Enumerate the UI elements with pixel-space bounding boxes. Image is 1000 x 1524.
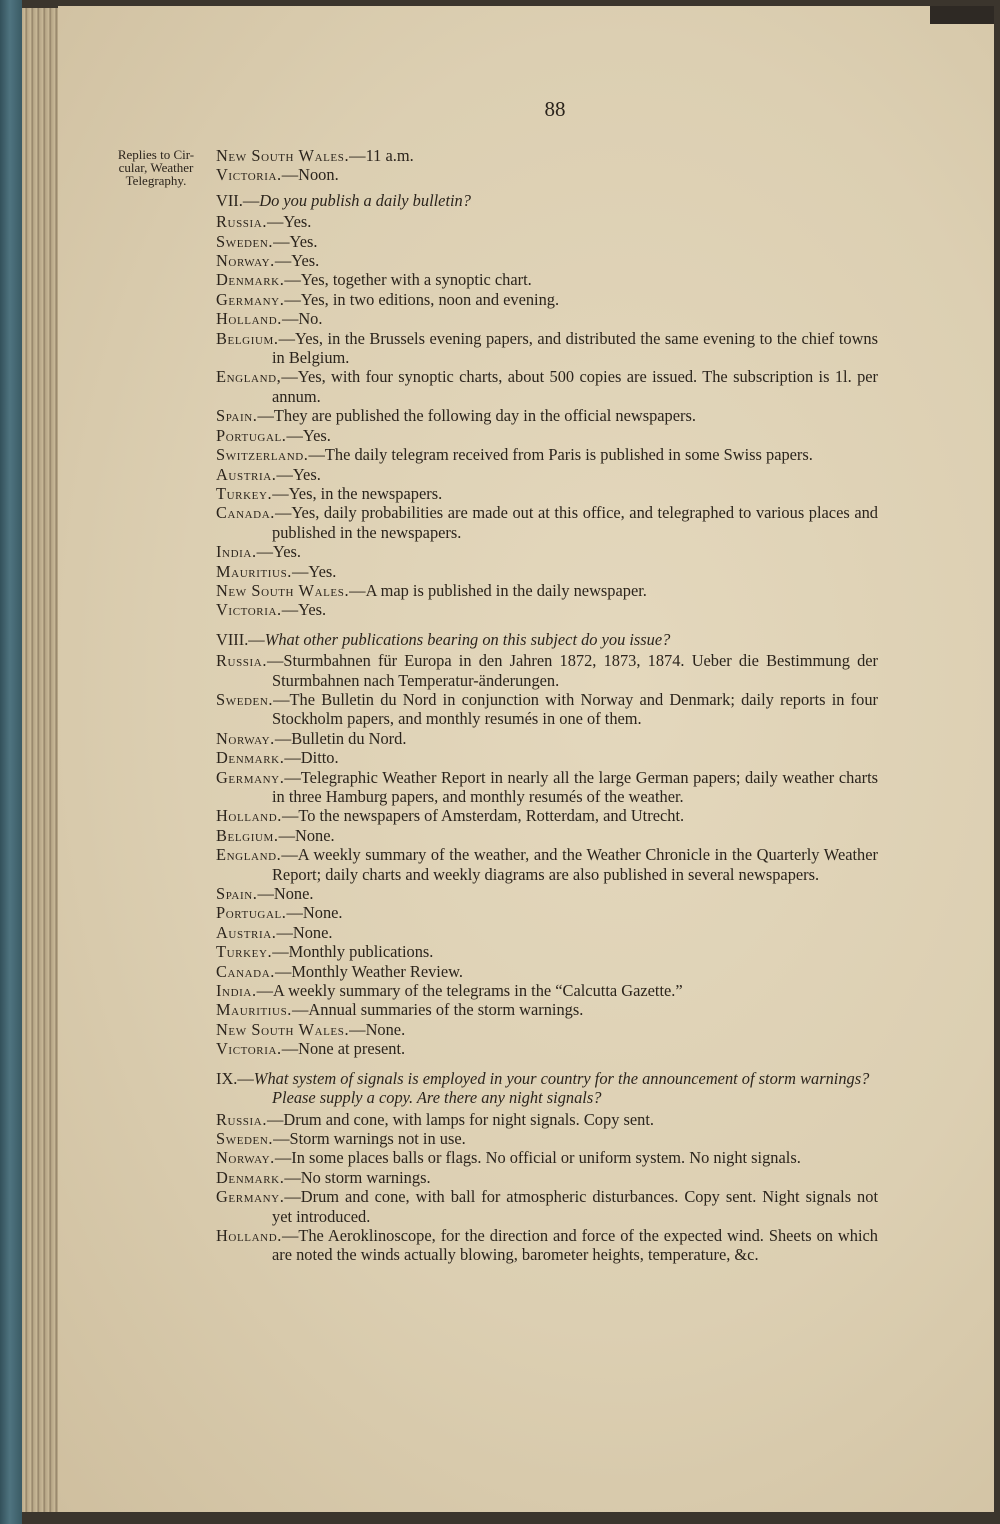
section-continued [216, 146, 878, 185]
page-edges [22, 8, 62, 1512]
reply-text: —A weekly summary of the weather, and the Weather Chronicle in the Quarterly Weather Report; daily charts and weekly diagrams are also published in several newspapers. [272, 845, 878, 884]
reply-text: —The Aeroklinoscope, for the direction and force of the expected wind. Sheets on which are noted the winds actually blowing, barometer heights, temperature, &c. [272, 1225, 878, 1265]
reply-text: —Annual summaries of the storm warnings. [292, 1000, 584, 1020]
reply-entry [216, 503, 878, 542]
country-name: Norway. [216, 1148, 275, 1168]
reply-entry [216, 651, 878, 690]
reply-text: —11 a.m. [349, 146, 414, 165]
reply-text: —Telegraphic Weather Report in nearly all the large German papers; daily weather charts in three Hamburg papers, and monthly resumés of the weather. [272, 767, 878, 806]
question-numeral: VIII.— [216, 629, 265, 649]
reply-text: —Yes, with four synoptic charts, about 500 copies are issued. The subscription is 1l. per annum. [272, 367, 878, 406]
reply-entry [216, 806, 878, 825]
country-name: Denmark. [216, 748, 285, 768]
reply-text: —Yes, in two editions, noon and evening. [284, 289, 560, 309]
margin-note-line: cular, Weather [118, 160, 194, 175]
reply-entry [216, 329, 878, 368]
reply-entry [216, 1129, 878, 1148]
reply-text: —None. [349, 1019, 406, 1039]
reply-entry [216, 1000, 878, 1019]
reply-text: —Yes. [276, 464, 321, 484]
reply-entry [216, 690, 878, 729]
country-name: Sweden. [216, 231, 274, 251]
country-name: New South Wales. [216, 146, 350, 165]
country-name: Spain. [216, 884, 258, 904]
country-name: Holland. [216, 1225, 282, 1245]
reply-entry [216, 1226, 878, 1265]
reply-text: —Yes. [292, 561, 337, 581]
reply-entry [216, 309, 878, 328]
margin-note-line: Telegraphy. [125, 173, 187, 188]
margin-note [100, 148, 212, 187]
country-name: New South Wales. [216, 580, 350, 600]
country-name: Russia. [216, 1109, 268, 1129]
reply-text: —No storm warnings. [284, 1167, 431, 1187]
reply-text: —Yes, together with a synoptic chart. [284, 270, 532, 290]
reply-entry [216, 826, 878, 845]
country-name: Spain. [216, 406, 258, 426]
reply-entry [216, 768, 878, 807]
reply-text: —None at present. [281, 1039, 406, 1059]
country-name: Russia. [216, 212, 268, 232]
reply-entry [216, 903, 878, 922]
reply-entry [216, 367, 878, 406]
reply-entry [216, 942, 878, 961]
reply-entry [216, 445, 878, 464]
reply-text: —Drum and cone, with lamps for night signals. Copy sent. [267, 1109, 654, 1129]
reply-entry [216, 1110, 878, 1129]
page-body [216, 146, 878, 1265]
question-heading [216, 630, 878, 649]
reply-list [216, 1110, 878, 1265]
reply-entry [216, 923, 878, 942]
question-numeral: IX.— [216, 1068, 254, 1088]
country-name: Mauritius. [216, 1000, 293, 1020]
reply-text: —Yes. [281, 600, 327, 620]
reply-text: —Sturmbahnen für Europa in den Jahren 1872, 1873, 1874. Ueber die Bestimmung der Sturmbahnen nach Temperatur-änderungen. [267, 651, 878, 690]
country-name: Norway. [216, 251, 275, 271]
country-name: India. [216, 542, 257, 562]
country-name: Canada. [216, 961, 275, 981]
reply-entry [216, 600, 878, 619]
reply-text: —Monthly publications. [272, 942, 434, 962]
reply-entry [216, 981, 878, 1000]
country-name: Switzerland. [216, 445, 309, 465]
country-name: Austria. [216, 464, 277, 484]
reply-text: —No. [281, 309, 323, 329]
reply-text: —None. [286, 903, 343, 923]
country-name: Victoria. [216, 165, 282, 185]
reply-entry [216, 232, 878, 251]
reply-entry [216, 962, 878, 981]
reply-entry [216, 1039, 878, 1058]
reply-text: —None. [278, 825, 335, 845]
question-text: What other publications bearing on this subject do you issue? [264, 629, 671, 649]
reply-text: —The Bulletin du Nord in conjunction with Norway and Denmark; daily reports in four Stockholm papers, and monthly resumés in one of them. [272, 689, 878, 729]
page-number: 88 [544, 97, 566, 121]
question-heading [216, 191, 878, 210]
reply-text: —Ditto. [284, 748, 339, 768]
reply-text: —To the newspapers of Amsterdam, Rotterdam, and Utrecht. [281, 806, 685, 826]
reply-text: —Yes. [256, 542, 301, 562]
country-name: Turkey. [216, 942, 273, 962]
question-text: Do you publish a daily bulletin? [259, 190, 471, 210]
reply-entry [216, 1148, 878, 1167]
country-name: Norway. [216, 728, 275, 748]
reply-text: —Yes, in the Brussels evening papers, and distributed the same evening to the chief towns in Belgium. [272, 328, 878, 368]
country-name: Sweden. [216, 1128, 274, 1148]
reply-text: —Bulletin du Nord. [274, 728, 407, 748]
margin-note-line: Replies to Cir- [117, 147, 195, 162]
country-name: Germany. [216, 767, 285, 787]
reply-text: —In some places balls or flags. No official or uniform system. No night signals. [274, 1148, 801, 1168]
country-name: England. [216, 845, 282, 865]
reply-entry [216, 562, 878, 581]
reply-entry [216, 165, 878, 184]
section-ix [216, 1069, 878, 1265]
reply-text: —A map is published in the daily newspaper. [349, 580, 647, 600]
country-name: New South Wales. [216, 1019, 350, 1039]
reply-text: —Yes, in the newspapers. [272, 483, 443, 503]
country-name: India. [216, 981, 257, 1001]
country-name: Austria. [216, 922, 277, 942]
country-name: Victoria. [216, 1039, 282, 1059]
reply-entry [216, 426, 878, 445]
country-name: Turkey. [216, 483, 273, 503]
reply-text: —None. [257, 884, 314, 904]
reply-entry [216, 212, 878, 231]
country-name: Portugal. [216, 903, 287, 923]
reply-list [216, 651, 878, 1059]
country-name: Russia. [216, 651, 268, 671]
reply-entry [216, 406, 878, 425]
reply-entry [216, 581, 878, 600]
reply-text: —Yes. [274, 251, 320, 271]
reply-text: —A weekly summary of the telegrams in the “Calcutta Gazette.” [256, 981, 683, 1001]
country-name: Holland. [216, 309, 282, 329]
reply-entry [216, 290, 878, 309]
reply-entry [216, 884, 878, 903]
reply-text: —None. [276, 922, 333, 942]
country-name: Germany. [216, 1187, 285, 1207]
reply-list [216, 212, 878, 620]
country-name: England, [216, 367, 282, 387]
reply-text: —Storm warnings not in use. [273, 1128, 466, 1148]
reply-text: —Yes. [273, 231, 318, 251]
reply-entry [216, 1168, 878, 1187]
reply-text: —Yes. [267, 212, 312, 232]
country-name: Belgium. [216, 825, 279, 845]
reply-entry [216, 251, 878, 270]
question-text: What system of signals is employed in your country for the announcement of storm warnings? Please supply a copy. Are there any night signals? [253, 1068, 870, 1108]
reply-entry [216, 748, 878, 767]
country-name: Denmark. [216, 270, 285, 290]
reply-entry [216, 1020, 878, 1039]
country-name: Portugal. [216, 425, 287, 445]
country-name: Victoria. [216, 600, 282, 620]
reply-text: —Drum and cone, with ball for atmospheric disturbances. Copy sent. Night signals not yet introduced. [272, 1187, 878, 1226]
book-spine [0, 0, 22, 1524]
section-viii [216, 630, 878, 1059]
country-name: Canada. [216, 503, 275, 523]
reply-text: —Yes, daily probabilities are made out at this office, and telegraphed to various places and published in the newspapers. [272, 503, 878, 542]
reply-text: —Monthly Weather Review. [274, 961, 463, 981]
reply-entry [216, 465, 878, 484]
reply-entry [216, 542, 878, 561]
country-name: Denmark. [216, 1167, 285, 1187]
page-corner-shadow [930, 6, 994, 24]
reply-entry [216, 729, 878, 748]
reply-entry [216, 845, 878, 884]
country-name: Holland. [216, 806, 282, 826]
question-numeral: VII.— [216, 190, 260, 210]
country-name: Germany. [216, 289, 285, 309]
country-name: Sweden. [216, 689, 274, 709]
reply-entry [216, 484, 878, 503]
country-name: Mauritius. [216, 561, 293, 581]
reply-text: —The daily telegram received from Paris is published in some Swiss papers. [308, 445, 813, 465]
section-vii [216, 191, 878, 620]
reply-text: —Yes. [286, 425, 331, 445]
question-heading [216, 1069, 878, 1108]
reply-entry [216, 146, 878, 165]
reply-text: —Noon. [281, 165, 339, 185]
country-name: Belgium. [216, 328, 279, 348]
reply-text: —They are published the following day in the official newspapers. [257, 406, 696, 426]
reply-entry [216, 270, 878, 289]
reply-entry [216, 1187, 878, 1226]
